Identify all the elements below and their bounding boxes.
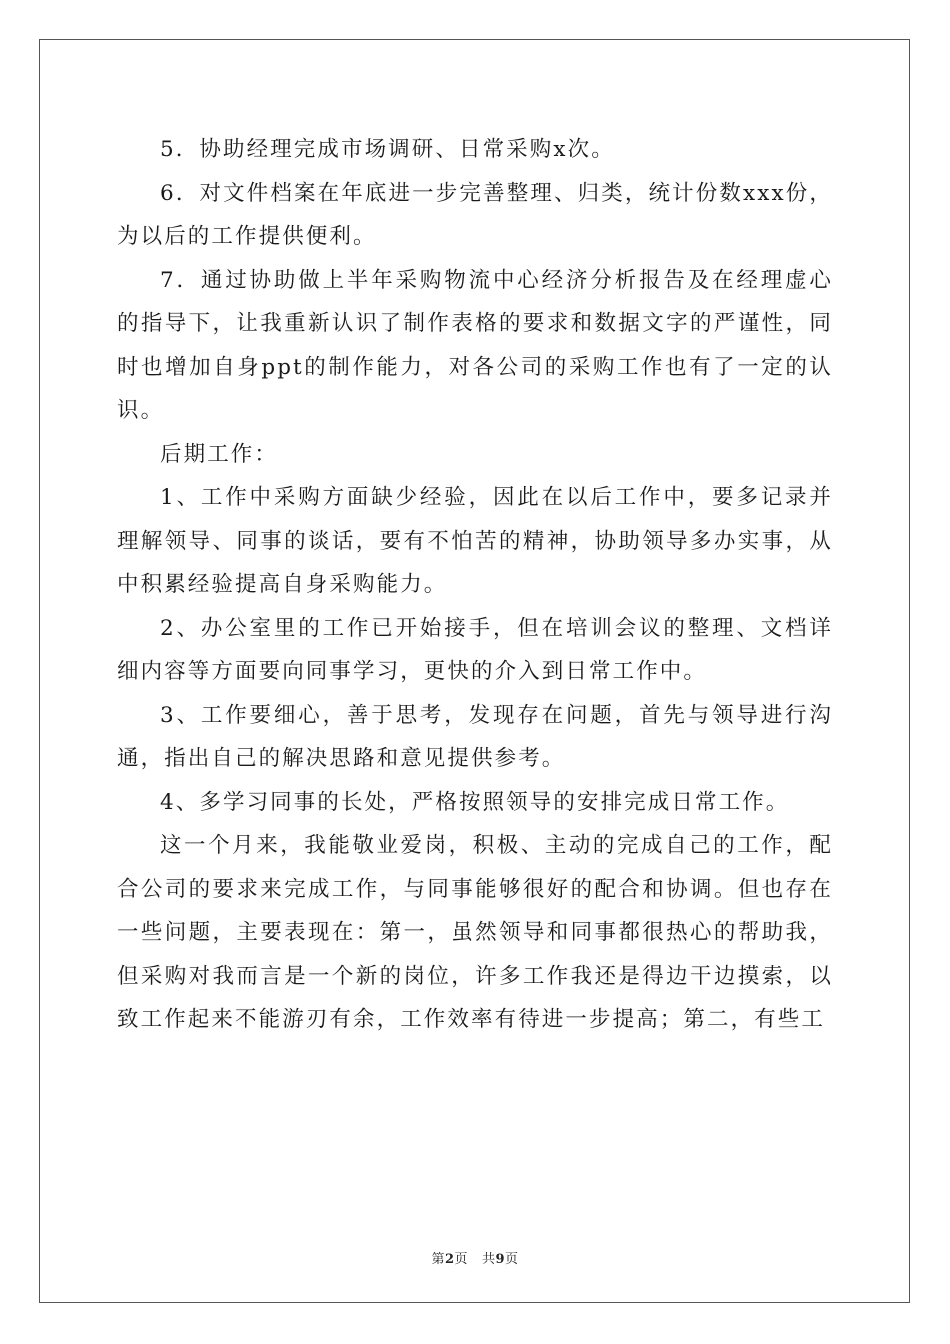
section-heading-later-work: 后期工作： <box>160 441 279 467</box>
footer-page-suffix: 页 <box>454 1252 469 1267</box>
paragraph-item-6: 6．对文件档案在年底进一步完善整理、归类，统计份数xxx份，为以后的工作提供便利。 <box>117 180 833 249</box>
paragraph-item-7: 7．通过协助做上半年采购物流中心经济分析报告及在经理虚心的指导下，让我重新认识了制作表格的要求和数据文字的严谨性，同时也增加自身ppt的制作能力，对各公司的采购工作也有了一定的认识。 <box>117 267 833 423</box>
paragraph-later-1: 1、工作中采购方面缺少经验，因此在以后工作中，要多记录并理解领导、同事的谈话，要有不怕苦的精神，协助领导多办实事，从中积累经验提高自身采购能力。 <box>117 485 833 597</box>
footer-page-number: 2 <box>444 1252 455 1267</box>
paragraph-summary: 这一个月来，我能敬业爱岗，积极、主动的完成自己的工作，配合公司的要求来完成工作，与同事能够很好的配合和协调。但也存在一些问题，主要表现在：第一，虽然领导和同事都很热心的帮助我，但采购对我而言是一个新的岗位，许多工作我还是得边干边摸索，以致工作起来不能游刃有余，工作效率有待进一步提高；第二，有些工 <box>117 833 833 1032</box>
footer-total-suffix: 页 <box>505 1252 519 1267</box>
footer-total-pages: 9 <box>495 1252 506 1267</box>
footer-total-prefix: 共 <box>481 1252 496 1267</box>
footer-page-prefix: 第 <box>431 1252 445 1267</box>
page-footer <box>0 1248 950 1267</box>
paragraph-later-4: 4、多学习同事的长处，严格按照领导的安排完成日常工作。 <box>160 789 790 815</box>
paragraph-later-3: 3、工作要细心，善于思考，发现存在问题，首先与领导进行沟通，指出自己的解决思路和意见提供参考。 <box>117 702 833 771</box>
document-body <box>117 128 833 1042</box>
paragraph-item-5: 5．协助经理完成市场调研、日常采购x次。 <box>160 137 615 162</box>
paragraph-later-2: 2、办公室里的工作已开始接手，但在培训会议的整理、文档详细内容等方面要向同事学习，更快的介入到日常工作中。 <box>117 615 833 684</box>
